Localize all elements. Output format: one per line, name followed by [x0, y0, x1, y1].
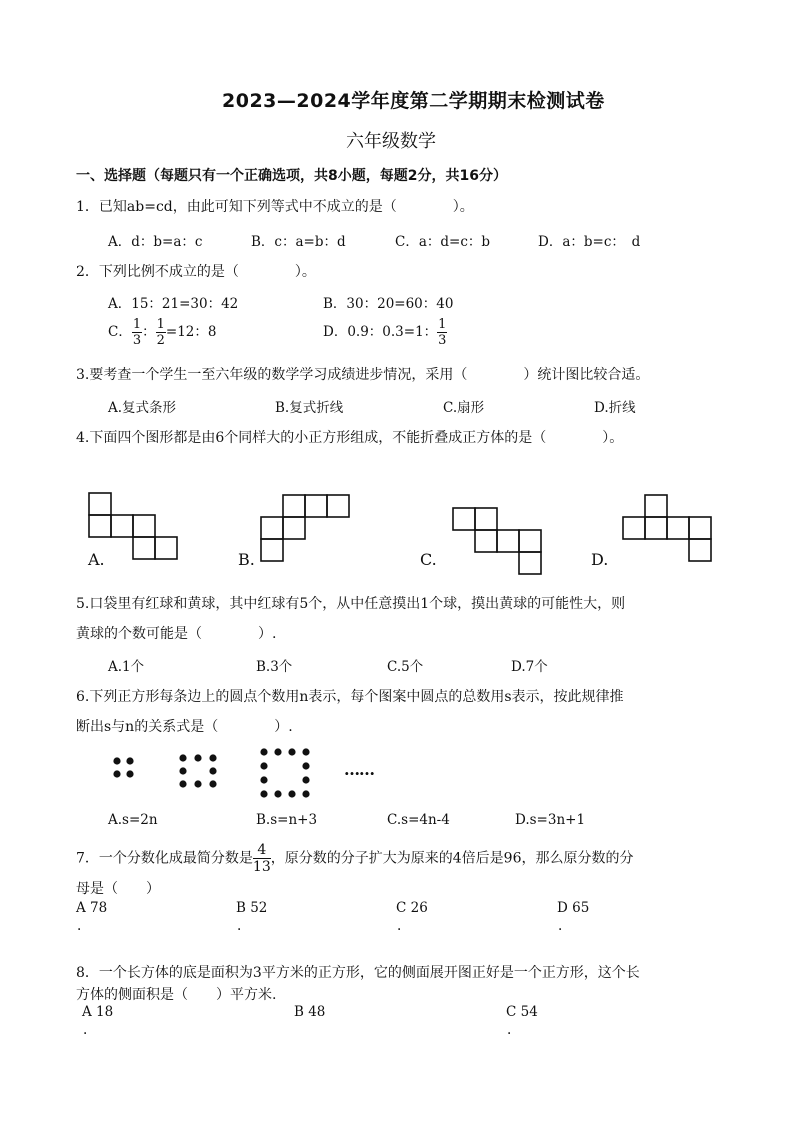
ratio-sep: ： [142, 324, 156, 340]
option-d-prefix: D．0.9：0.3=1： [323, 324, 438, 340]
question-1-option-d[interactable]: D．a：b=c： d [538, 234, 641, 250]
question-3-option-c[interactable]: C.扇形 [443, 400, 485, 416]
section-heading: 一、选择题（每题只有一个正确选项，共8小题，每题2分，共16分） [76, 168, 507, 184]
question-8-option-a[interactable]: A 18 [82, 1004, 114, 1020]
question-3-option-a[interactable]: A.复式条形 [108, 400, 177, 416]
question-5-option-d[interactable]: D.7个 [511, 659, 548, 675]
fraction: $\frac{1}{3}$ [438, 317, 447, 348]
question-7-dot-d: . [558, 918, 563, 934]
dot-pattern-ellipsis: …… [344, 760, 374, 779]
dot-pattern-n4 [259, 747, 315, 799]
question-7-stem-line2: 母是（ ） [76, 881, 160, 897]
page-title: 2023—2024学年度第二学期期末检测试卷 [222, 90, 605, 112]
question-6-option-a[interactable]: A.s=2n [108, 812, 158, 828]
question-8-stem-line1: 8．一个长方体的底是面积为3平方米的正方形，它的侧面展开图正好是一个正方形，这个长 [76, 965, 640, 981]
question-4-stem: 4.下面四个图形都是由6个同样大的小正方形组成，不能折叠成正方体的是（ ）。 [76, 430, 624, 446]
question-5-option-a[interactable]: A.1个 [108, 659, 145, 675]
question-2-option-c[interactable] [108, 318, 217, 347]
question-6-option-c[interactable]: C.s=4n-4 [387, 812, 450, 828]
option-c-prefix: C． [108, 324, 132, 340]
cube-net-d [622, 494, 714, 564]
net-a-label[interactable]: A. [88, 550, 105, 569]
question-1-option-b[interactable]: B．c：a=b：d [251, 234, 346, 250]
question-3-option-b[interactable]: B.复式折线 [275, 400, 344, 416]
question-2-option-b[interactable]: B．30：20=60：40 [323, 296, 454, 312]
question-7-prefix: 7．一个分数化成最简分数是 [76, 850, 253, 867]
question-7-option-c[interactable]: C 26 [396, 900, 428, 916]
question-7-stem-line1 [76, 843, 633, 874]
question-1-option-c[interactable]: C．a：d=c：b [395, 234, 491, 250]
question-5-option-b[interactable]: B.3个 [256, 659, 293, 675]
question-8-dot-a: . [83, 1022, 88, 1038]
net-d-label[interactable]: D. [591, 550, 609, 569]
question-7-dot-c: . [397, 918, 402, 934]
dot-pattern-n3 [178, 753, 224, 791]
question-2-stem: 2．下列比例不成立的是（ ）。 [76, 264, 316, 280]
net-b-label[interactable]: B. [238, 550, 255, 569]
question-8-option-c[interactable]: C 54 [506, 1004, 538, 1020]
question-7-option-a[interactable]: A 78 [76, 900, 108, 916]
question-2-option-d[interactable] [323, 318, 447, 347]
question-6-option-d[interactable]: D.s=3n+1 [515, 812, 586, 828]
page-subtitle: 六年级数学 [346, 131, 436, 152]
net-c-label[interactable]: C. [420, 550, 437, 569]
cube-net-c [452, 507, 544, 577]
question-8-dot-c: . [507, 1022, 512, 1038]
question-8-stem-line2: 方体的侧面积是（ ）平方米. [76, 987, 277, 1003]
question-6-stem-line2: 断出s与n的关系式是（ ）. [76, 719, 293, 735]
question-7-option-b[interactable]: B 52 [236, 900, 268, 916]
question-1-option-a[interactable]: A．d：b=a：c [108, 234, 203, 250]
question-6-stem-line1: 6.下列正方形每条边上的圆点个数用n表示，每个图案中圆点的总数用s表示，按此规律推 [76, 689, 624, 705]
question-7-suffix: ，原分数的分子扩大为原来的4倍后是96，那么原分数的分 [270, 850, 634, 867]
option-c-suffix: =12：8 [165, 324, 217, 340]
fraction: $\frac{4}{13}$ [252, 842, 271, 875]
question-3-option-d[interactable]: D.折线 [594, 400, 636, 416]
question-3-stem: 3.要考查一个学生一至六年级的数学学习成绩进步情况，采用（ ）统计图比较合适。 [76, 367, 650, 383]
question-8-option-b[interactable]: B 48 [294, 1004, 326, 1020]
fraction: $\frac{1}{3}$ [132, 317, 142, 348]
dot-pattern-n2 [112, 756, 140, 784]
question-2-option-a[interactable]: A．15：21=30：42 [108, 296, 239, 312]
question-5-stem-line1: 5.口袋里有红球和黄球，其中红球有5个，从中任意摸出1个球，摸出黄球的可能性大，则 [76, 596, 626, 612]
question-7-dot-a: . [77, 918, 82, 934]
question-1-stem: 1．已知ab=cd，由此可知下列等式中不成立的是（ ）。 [76, 199, 474, 215]
cube-net-b [260, 494, 352, 564]
fraction: $\frac{1}{2}$ [156, 317, 165, 348]
question-5-stem-line2: 黄球的个数可能是（ ）. [76, 626, 277, 642]
question-7-dot-b: . [237, 918, 242, 934]
question-5-option-c[interactable]: C.5个 [387, 659, 424, 675]
question-7-option-d[interactable]: D 65 [557, 900, 590, 916]
question-6-option-b[interactable]: B.s=n+3 [256, 812, 318, 828]
